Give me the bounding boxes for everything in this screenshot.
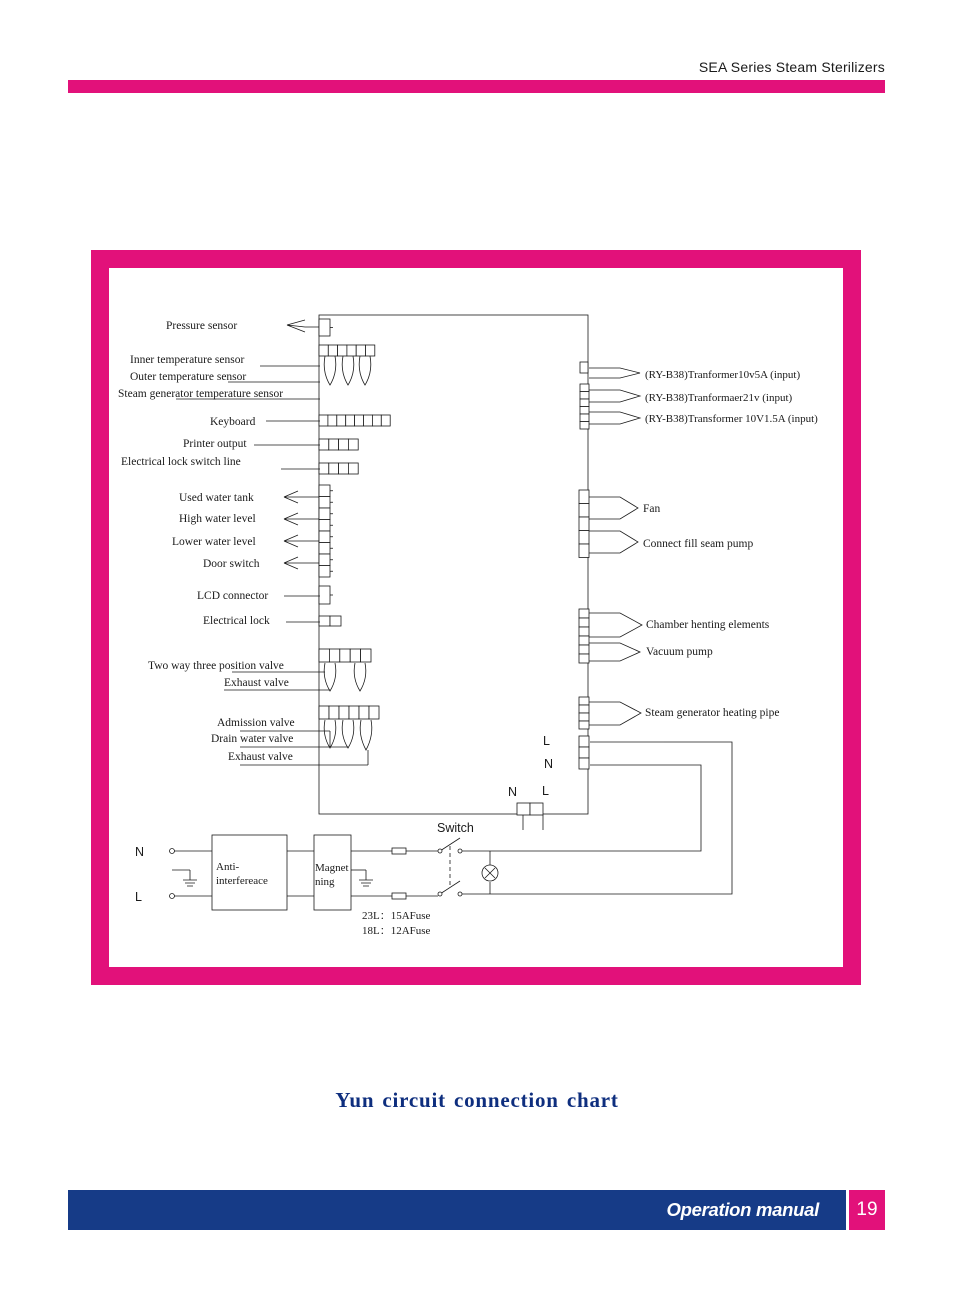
right-connectors — [517, 362, 589, 815]
nl-terminal-pin — [517, 803, 530, 815]
label-l-bottom: L — [542, 784, 549, 798]
lcd-connector — [319, 586, 330, 604]
valve-connector-pin — [340, 649, 350, 662]
water-level-connector-pin — [319, 566, 330, 578]
transformer-connector-pin — [580, 384, 589, 392]
label-drain-water-valve: Drain water valve — [211, 733, 294, 745]
steam-gen-connector-pin — [579, 713, 589, 721]
footer-bar — [68, 1190, 885, 1230]
heating-connector-pin — [579, 645, 589, 654]
sensor-connector-pin — [356, 345, 365, 356]
valve-connector-pin — [319, 649, 329, 662]
valve-connector-pin — [359, 706, 369, 719]
transformer-connector-pin — [580, 414, 589, 422]
heating-connector-pin — [579, 609, 589, 618]
heating-connector-pin — [579, 636, 589, 645]
pressure-connector — [319, 319, 330, 336]
fan-pump-connector-pin — [579, 531, 589, 545]
left-connectors — [319, 319, 390, 719]
printer-connector-pin — [348, 439, 358, 450]
steam-gen-connector-pin — [579, 705, 589, 713]
label-n-bottom: N — [508, 785, 518, 799]
water-level-connector-pin — [319, 508, 330, 520]
transformer-connector-pin — [580, 392, 589, 400]
terminal-n — [170, 849, 175, 854]
wiring — [172, 320, 732, 896]
lock-switch-connector-pin — [329, 463, 339, 474]
label-steam-gen-temp: Steam generator temperature sensor — [118, 388, 284, 400]
label-outer-temp: Outer temperature sensor — [130, 371, 247, 383]
chart-title: Yun circuit connection chart — [335, 1088, 619, 1112]
label-n-input: N — [135, 845, 145, 859]
keyboard-connector-pin — [328, 415, 337, 426]
label-fill-pump: Connect fill seam pump — [643, 538, 754, 550]
label-anti-1: Anti- — [216, 861, 240, 873]
label-magnetic-1: Magnet — [315, 862, 349, 874]
label-l-right: L — [543, 734, 550, 748]
valve-connector-pin — [339, 706, 349, 719]
valve-connector-pin — [329, 706, 339, 719]
water-level-connector-pin — [319, 497, 330, 509]
steam-gen-connector-pin — [579, 697, 589, 705]
keyboard-connector-pin — [346, 415, 355, 426]
label-switch: Switch — [437, 821, 474, 835]
keyboard-connector-pin — [364, 415, 373, 426]
nl-terminal-pin — [530, 803, 543, 815]
water-level-connector-pin — [319, 554, 330, 566]
keyboard-connector-pin — [337, 415, 346, 426]
valve-connector-pin — [329, 649, 339, 662]
label-transformer-2: (RY-B38)Tranformaer21v (input) — [645, 392, 793, 404]
label-lower-water-level: Lower water level — [172, 536, 256, 548]
printer-connector-pin — [339, 439, 349, 450]
label-transformer-1: (RY-B38)Tranformer10v5A (input) — [645, 369, 801, 381]
keyboard-connector-pin — [381, 415, 390, 426]
sensor-connector-pin — [338, 345, 347, 356]
heating-connector-pin — [579, 618, 589, 627]
label-electrical-lock-switch: Electrical lock switch line — [121, 456, 241, 468]
valve-connector-pin — [319, 706, 329, 719]
label-n-right: N — [544, 757, 554, 771]
fan-pump-connector-pin — [579, 490, 589, 504]
lock-switch-connector-pin — [348, 463, 358, 474]
switch-contact — [438, 849, 442, 853]
transformer-connector-pin — [580, 399, 589, 407]
heating-connector-pin — [579, 627, 589, 636]
label-fan: Fan — [643, 503, 661, 515]
label-exhaust-valve-1: Exhaust valve — [224, 677, 289, 689]
footer-manual-label: Operation manual — [666, 1199, 819, 1220]
label-used-water-tank: Used water tank — [179, 492, 254, 504]
printer-connector-pin — [319, 439, 329, 450]
transformer-connector-pin — [580, 362, 588, 373]
water-level-connector-pin — [319, 485, 330, 497]
keyboard-connector-pin — [372, 415, 381, 426]
label-vacuum-pump: Vacuum pump — [646, 646, 713, 658]
printer-connector-pin — [329, 439, 339, 450]
valve-connector-pin — [350, 649, 360, 662]
switch-contact — [458, 849, 462, 853]
electrical-lock-connector-pin — [330, 616, 341, 626]
label-l-input: L — [135, 890, 142, 904]
label-two-way-valve: Two way three position valve — [148, 660, 284, 672]
electrical-lock-connector-pin — [319, 616, 330, 626]
label-chamber-heating: Chamber henting elements — [646, 619, 770, 631]
water-level-connector-pin — [319, 543, 330, 555]
series-title: SEA Series Steam Sterilizers — [698, 59, 885, 75]
sensor-connector-pin — [328, 345, 337, 356]
terminal-l — [170, 894, 175, 899]
label-high-water-level: High water level — [179, 513, 256, 525]
valve-connector-pin — [349, 706, 359, 719]
label-door-switch: Door switch — [203, 558, 260, 570]
transformer-connector-pin — [580, 422, 589, 430]
water-level-connector-pin — [319, 520, 330, 532]
water-level-connector-pin — [319, 531, 330, 543]
fan-pump-connector-pin — [579, 544, 589, 558]
ln-connector-pin — [579, 758, 589, 769]
label-inner-temp: Inner temperature sensor — [130, 354, 245, 366]
fan-pump-connector-pin — [579, 504, 589, 518]
sensor-connector-pin — [319, 345, 328, 356]
label-fuse-23l: 23L：15AFuse — [362, 910, 431, 922]
label-lcd-connector: LCD connector — [197, 590, 269, 602]
transformer-connector-pin — [580, 407, 589, 415]
lock-switch-connector-pin — [339, 463, 349, 474]
valve-connector-pin — [361, 649, 371, 662]
label-transformer-3: (RY-B38)Transformer 10V1.5A (input) — [645, 413, 818, 425]
keyboard-connector-pin — [319, 415, 328, 426]
heating-connector-pin — [579, 654, 589, 663]
label-anti-2: interfereace — [216, 875, 268, 887]
keyboard-connector-pin — [355, 415, 364, 426]
sensor-connector-pin — [347, 345, 356, 356]
ln-connector-pin — [579, 736, 589, 747]
valve-connector-pin — [369, 706, 379, 719]
label-printer-output: Printer output — [183, 438, 247, 450]
label-keyboard: Keyboard — [210, 416, 256, 428]
label-fuse-18l: 18L：12AFuse — [362, 925, 431, 937]
switch-contact — [458, 892, 462, 896]
sensor-connector-pin — [366, 345, 375, 356]
page-number: 19 — [849, 1190, 885, 1230]
fan-pump-connector-pin — [579, 517, 589, 531]
label-magnetic-2: ning — [315, 876, 335, 888]
label-admission-valve: Admission valve — [217, 717, 295, 729]
label-steam-gen-pipe: Steam generator heating pipe — [645, 707, 780, 719]
label-exhaust-valve-2: Exhaust valve — [228, 751, 293, 763]
fuse-n — [392, 848, 406, 854]
switch-contact — [438, 892, 442, 896]
ln-connector-pin — [579, 747, 589, 758]
label-pressure-sensor: Pressure sensor — [166, 320, 238, 332]
label-electrical-lock: Electrical lock — [203, 615, 270, 627]
lock-switch-connector-pin — [319, 463, 329, 474]
steam-gen-connector-pin — [579, 721, 589, 729]
fuse-l — [392, 893, 406, 899]
